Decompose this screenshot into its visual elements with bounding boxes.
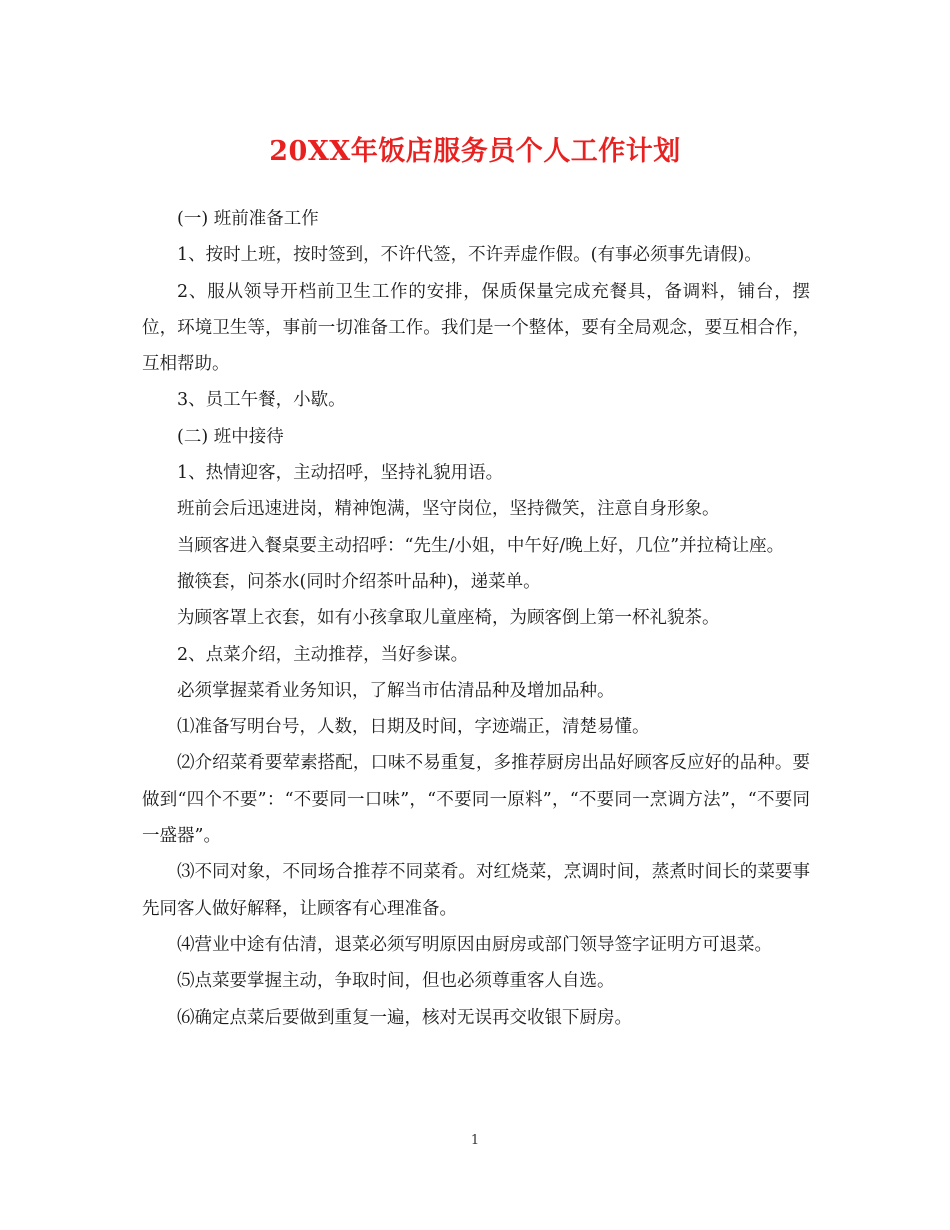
paragraph-section-1-heading: (一) 班前准备工作 xyxy=(177,209,319,229)
paragraph: 1、按时上班，按时签到，不许代签，不许弄虚作假。(有事必须事先请假)。 xyxy=(177,245,762,266)
paragraph: 必须掌握菜肴业务知识，了解当市估清品种及增加品种。 xyxy=(177,680,615,701)
document-title: 20XX年饭店服务员个人工作计划 xyxy=(269,136,681,167)
paragraph: 当顾客进入餐桌要主动招呼：“先生/小姐，中午好/晚上好，几位”并拉椅让座。 xyxy=(177,535,785,556)
paragraph: 1、热情迎客，主动招呼，坚持礼貌用语。 xyxy=(177,463,504,484)
page-number: 1 xyxy=(470,1133,480,1148)
paragraph: ⑶不同对象，不同场合推荐不同菜肴。对红烧菜，烹调时间，蒸煮时间长的菜要事先同客人做好解释，让顾客有心理准备。 xyxy=(142,862,810,919)
paragraph: 为顾客罩上衣套，如有小孩拿取儿童座椅，为顾客倒上第一杯礼貌茶。 xyxy=(177,608,720,629)
paragraph: ⑸点菜要掌握主动，争取时间，但也必须尊重客人自选。 xyxy=(177,971,615,992)
paragraph: 2、服从领导开档前卫生工作的安排，保质保量完成充餐具，备调料，铺台，摆位，环境卫生等，事前一切准备工作。我们是一个整体，要有全局观念，要互相合作，互相帮助。 xyxy=(142,281,810,375)
paragraph: ⑹确定点菜后要做到重复一遍，核对无误再交收银下厨房。 xyxy=(177,1007,632,1028)
document-body xyxy=(142,201,810,1036)
paragraph: 班前会后迅速进岗，精神饱满，坚守岗位，坚持微笑，注意自身形象。 xyxy=(177,499,720,520)
paragraph-section-2-heading: (二) 班中接待 xyxy=(177,426,284,447)
paragraph: ⑴准备写明台号，人数，日期及时间，字迹端正，清楚易懂。 xyxy=(177,717,650,738)
paragraph: 撤筷套，问茶水(同时介绍茶叶品种)，递菜单。 xyxy=(177,571,541,592)
paragraph: 2、点菜介绍，主动推荐，当好参谋。 xyxy=(177,644,469,665)
paragraph: ⑷营业中途有估清，退菜必须写明原因由厨房或部门领导签字证明方可退菜。 xyxy=(177,934,772,955)
paragraph: 3、员工午餐，小歇。 xyxy=(177,390,346,411)
paragraph: ⑵介绍菜肴要荤素搭配，口味不易重复，多推荐厨房出品好顾客反应好的品种。要做到“四个不要”：“不要同一口味”，“不要同一原料”，“不要同一烹调方法”，“不要同一盛器”。 xyxy=(142,753,810,847)
